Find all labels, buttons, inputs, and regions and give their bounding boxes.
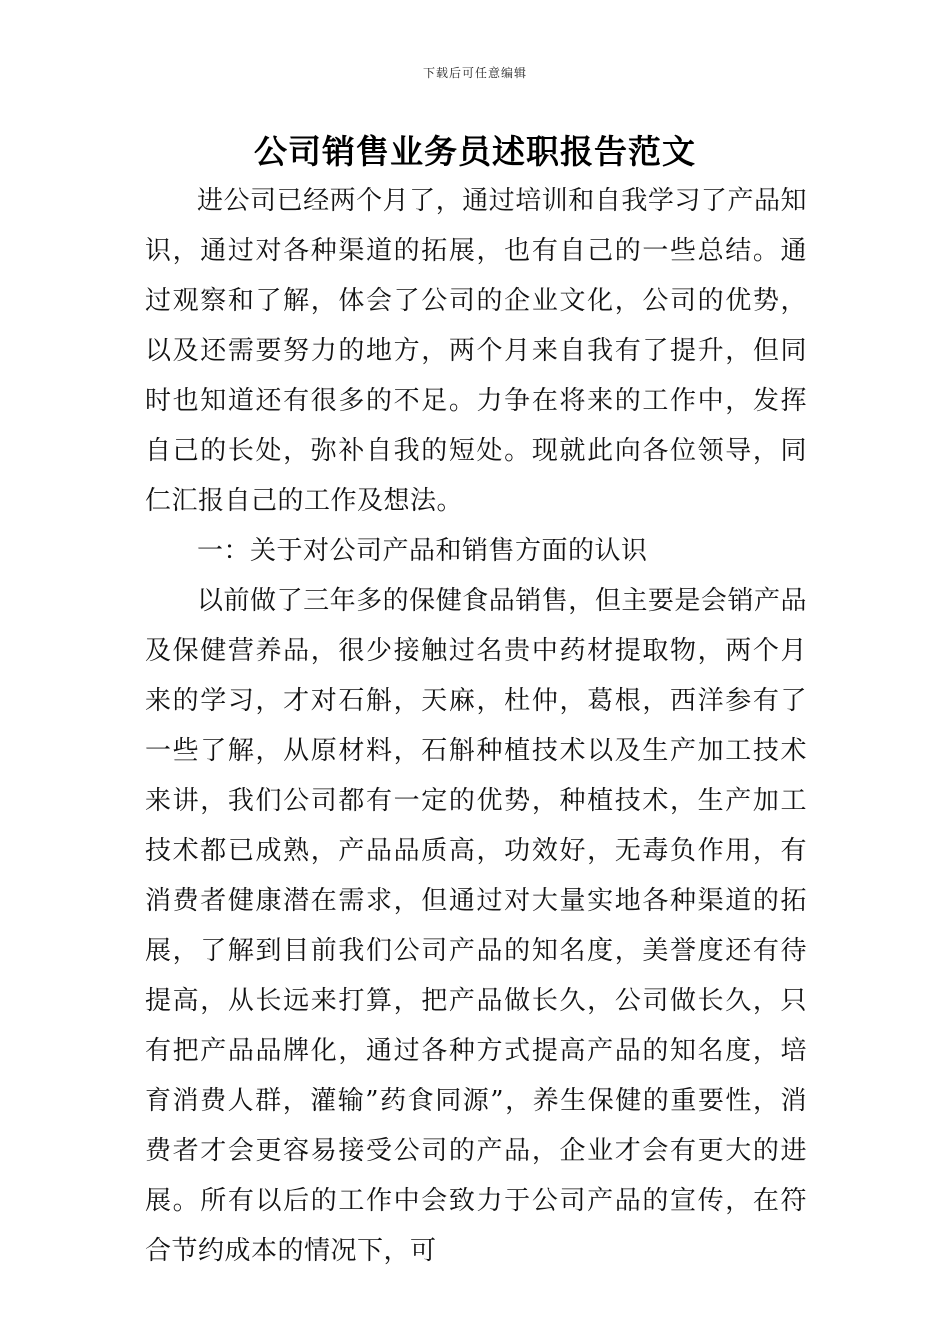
paragraph-product-sales: 以前做了三年多的保健食品销售，但主要是会销产品及保健营养品，很少接触过名贵中药材提取物，两个月来的学习，才对石斛，天麻，杜仲，葛根，西洋参有了一些了解，从原材料，石斛种植技术以及生产加工技术来讲，我们公司都有一定的优势，种植技术，生产加工技术都已成熟，产品品质高，功效好，无毒负作用，有消费者健康潜在需求，但通过对大量实地各种渠道的拓展，了解到目前我们公司产品的知名度，美誉度还有待提高，从长远来打算，把产品做长久，公司做长久，只有把产品品牌化，通过各种方式提高产品的知名度，培育消费人群，灌输”药食同源”，养生保健的重要性，消费者才会更容易接受公司的产品，企业才会有更大的进展。所有以后的工作中会致力于公司产品的宣传，在符合节约成本的情况下，可 [145, 586, 807, 1266]
header-note: 下载后可任意编辑 [422, 66, 527, 80]
section-heading: 一：关于对公司产品和销售方面的认识 [197, 536, 648, 566]
document-title: 公司销售业务员述职报告范文 [254, 132, 696, 171]
document-body [145, 176, 807, 1276]
paragraph-intro: 进公司已经两个月了，通过培训和自我学习了产品知识，通过对各种渠道的拓展，也有自己的一些总结。通过观察和了解，体会了公司的企业文化，公司的优势，以及还需要努力的地方，两个月来自我有了提升，但同时也知道还有很多的不足。力争在将来的工作中，发挥自己的长处，弥补自我的短处。现就此向各位领导，同仁汇报自己的工作及想法。 [145, 186, 807, 516]
